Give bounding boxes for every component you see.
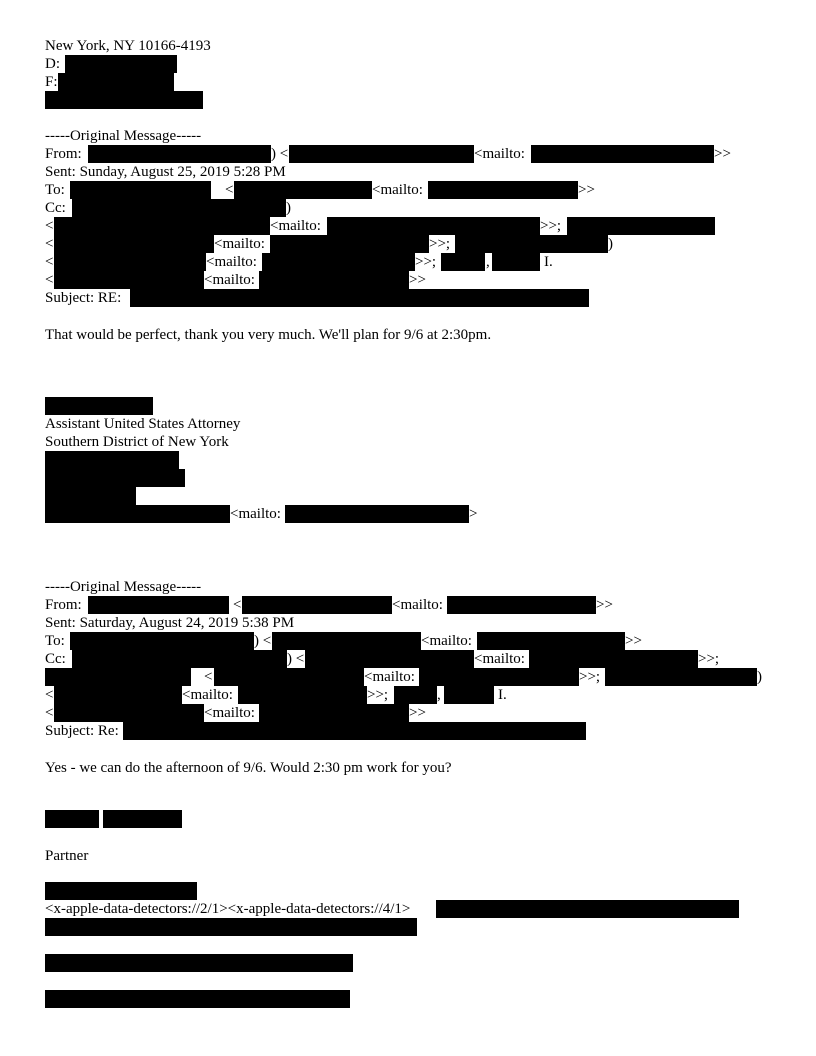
text-fragment: <	[204, 669, 213, 685]
sent-line: Sent: Saturday, August 24, 2019 5:38 PM	[45, 615, 295, 631]
redaction-block	[455, 235, 608, 253]
text-fragment: >>;	[540, 218, 562, 234]
redaction-block	[103, 810, 182, 828]
text-fragment: )	[286, 200, 291, 216]
text-fragment: >>;	[367, 687, 389, 703]
text-fragment: <	[45, 272, 54, 288]
redaction-block	[270, 235, 429, 253]
redaction-block	[272, 632, 421, 650]
mailto-fragment: <mailto:	[474, 651, 525, 667]
redaction-block	[70, 181, 211, 199]
redaction-block	[419, 668, 579, 686]
redaction-block	[65, 55, 177, 73]
redaction-block	[54, 217, 270, 235]
cc-label: Cc:	[45, 651, 66, 667]
redaction-block	[45, 487, 136, 505]
redaction-block	[45, 91, 203, 109]
text-fragment: >>	[625, 633, 642, 649]
data-detectors-text: <x-apple-data-detectors://2/1><x-apple-data-detectors://4/1>	[45, 901, 411, 917]
redaction-block	[45, 882, 197, 900]
subject-label: Subject: RE:	[45, 290, 122, 306]
redaction-block	[441, 253, 485, 271]
text-fragment: <	[45, 254, 54, 270]
text-fragment: <	[45, 705, 54, 721]
text-fragment: ) <	[287, 651, 305, 667]
redaction-block	[45, 451, 179, 469]
redaction-block	[45, 469, 185, 487]
sent-line: Sent: Sunday, August 25, 2019 5:28 PM	[45, 164, 286, 180]
redaction-block	[54, 686, 182, 704]
redaction-block	[234, 181, 372, 199]
redaction-block	[88, 596, 229, 614]
redaction-block	[477, 632, 625, 650]
text-fragment: ) <	[271, 146, 289, 162]
redaction-block	[45, 397, 153, 415]
redaction-block	[45, 668, 191, 686]
redaction-block	[605, 668, 757, 686]
redaction-block	[58, 73, 174, 91]
text-fragment: ) <	[254, 633, 272, 649]
redaction-block	[529, 650, 698, 668]
redaction-block	[492, 253, 540, 271]
text-fragment: >>;	[415, 254, 437, 270]
text-fragment: <	[225, 182, 234, 198]
redaction-block	[54, 271, 204, 289]
mailto-fragment: <mailto:	[392, 597, 443, 613]
redaction-block	[259, 704, 409, 722]
subject-label: Subject: Re:	[45, 723, 119, 739]
redaction-block	[531, 145, 714, 163]
signature-office: Southern District of New York	[45, 434, 229, 450]
mailto-fragment: <mailto:	[214, 236, 265, 252]
signature-role: Partner	[45, 848, 89, 864]
mailto-fragment: <mailto:	[372, 182, 423, 198]
redaction-block	[447, 596, 596, 614]
redaction-block	[45, 810, 99, 828]
message-body: Yes - we can do the afternoon of 9/6. Would 2:30 pm work for you?	[45, 760, 452, 776]
redaction-block	[289, 145, 474, 163]
message-body: That would be perfect, thank you very much. We'll plan for 9/6 at 2:30pm.	[45, 327, 492, 343]
direct-phone-label: D:	[45, 56, 60, 72]
redaction-block	[54, 235, 214, 253]
redaction-block	[45, 918, 417, 936]
redaction-block	[394, 686, 437, 704]
text-fragment: ,	[437, 687, 441, 703]
redaction-block	[262, 253, 415, 271]
mailto-fragment: <mailto:	[364, 669, 415, 685]
redaction-block	[444, 686, 494, 704]
mailto-fragment: <mailto:	[421, 633, 472, 649]
fax-label: F:	[45, 74, 58, 90]
redaction-block	[327, 217, 540, 235]
mailto-fragment: <mailto:	[182, 687, 233, 703]
text-fragment: I.	[544, 254, 553, 270]
redaction-block	[428, 181, 578, 199]
redaction-block	[305, 650, 474, 668]
redaction-block	[72, 650, 287, 668]
text-fragment: >	[469, 506, 478, 522]
text-fragment: >>	[578, 182, 595, 198]
text-fragment: >>	[409, 272, 426, 288]
mailto-fragment: <mailto:	[204, 705, 255, 721]
address-line: New York, NY 10166-4193	[45, 38, 211, 54]
cc-label: Cc:	[45, 200, 66, 216]
redaction-block	[45, 954, 353, 972]
redaction-block	[238, 686, 367, 704]
text-fragment: )	[608, 236, 613, 252]
redaction-block	[214, 668, 364, 686]
original-message-separator: -----Original Message-----	[45, 128, 202, 144]
text-fragment: ,	[486, 254, 490, 270]
text-fragment: >>	[714, 146, 731, 162]
redaction-block	[436, 900, 739, 918]
text-fragment: >>;	[429, 236, 451, 252]
text-fragment: >>	[409, 705, 426, 721]
redaction-block	[88, 145, 271, 163]
redaction-block	[285, 505, 469, 523]
redaction-block	[130, 289, 589, 307]
redaction-block	[567, 217, 715, 235]
redaction-block	[259, 271, 409, 289]
redaction-block	[242, 596, 392, 614]
original-message-separator: -----Original Message-----	[45, 579, 202, 595]
redaction-block	[54, 704, 204, 722]
mailto-fragment: <mailto:	[270, 218, 321, 234]
redaction-block	[72, 199, 286, 217]
to-label: To:	[45, 182, 65, 198]
redaction-block	[45, 505, 230, 523]
redaction-block	[45, 990, 350, 1008]
text-fragment: I.	[498, 687, 507, 703]
mailto-fragment: <mailto:	[230, 506, 281, 522]
redaction-block	[54, 253, 206, 271]
to-label: To:	[45, 633, 65, 649]
text-fragment: <	[45, 687, 54, 703]
text-fragment: >>;	[698, 651, 720, 667]
mailto-fragment: <mailto:	[206, 254, 257, 270]
signature-title: Assistant United States Attorney	[45, 416, 241, 432]
redaction-block	[70, 632, 254, 650]
text-fragment: )	[757, 669, 762, 685]
text-fragment: >>;	[579, 669, 601, 685]
text-fragment: <	[45, 218, 54, 234]
from-label: From:	[45, 597, 82, 613]
from-label: From:	[45, 146, 82, 162]
text-fragment: >>	[596, 597, 613, 613]
text-fragment: <	[45, 236, 54, 252]
mailto-fragment: <mailto:	[204, 272, 255, 288]
mailto-fragment: <mailto:	[474, 146, 525, 162]
redaction-block	[123, 722, 586, 740]
text-fragment: <	[233, 597, 242, 613]
